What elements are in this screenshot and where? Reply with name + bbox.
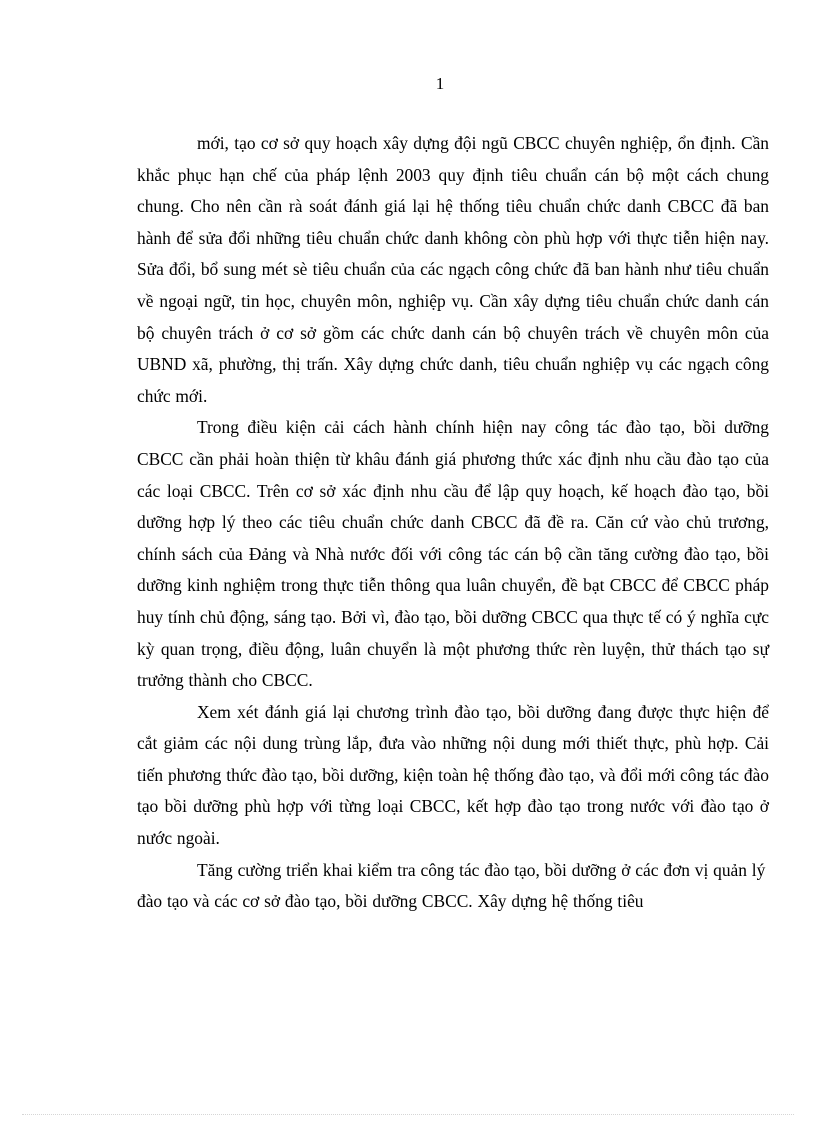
document-body: [137, 128, 769, 918]
paragraph-3: Xem xét đánh giá lại chương trình đào tạo, bồi dưỡng đang được thực hiện để cắt giảm các nội dung trùng lắp, đưa vào những nội dung mới thiết thực, phù hợp. Cải tiến phương thức đào tạo, bồi dưỡng, kiện toàn hệ thống đào tạo, và đổi mới công tác đào tạo bồi dưỡng phù hợp với từng loại CBCC, kết hợp đào tạo trong nước với đào tạo ở nước ngoài.: [137, 701, 769, 849]
page-number: 1: [435, 74, 445, 93]
paragraph-1: mới, tạo cơ sở quy hoạch xây dựng đội ngũ CBCC chuyên nghiệp, ổn định. Cần khắc phục hạn chế của pháp lệnh 2003 quy định tiêu chuẩn cán bộ một cách chung chung. Cho nên cần rà soát đánh giá lại hệ thống tiêu chuẩn chức danh CBCC đã ban hành để sửa đổi những tiêu chuẩn chức danh không còn phù hợp với thực tiễn hiện nay. Sửa đổi, bổ sung mét sè tiêu chuẩn của các ngạch công chức đã ban hành như tiêu chuẩn về ngoại ngữ, tin học, chuyên môn, nghiệp vụ. Cần xây dựng tiêu chuẩn chức danh cán bộ chuyên trách ở cơ sở gồm các chức danh cán bộ chuyên trách về chuyên môn của UBND xã, phường, thị trấn. Xây dựng chức danh, tiêu chuẩn nghiệp vụ các ngạch công chức mới.: [137, 133, 769, 406]
paragraph-4: Tăng cường triển khai kiểm tra công tác đào tạo, bồi dưỡng ở các đơn vị quản lý đào tạo và các cơ sở đào tạo, bồi dưỡng CBCC. Xây dựng hệ thống tiêu: [137, 859, 766, 912]
page-bottom-divider: [22, 1114, 794, 1115]
paragraph-2: Trong điều kiện cải cách hành chính hiện nay công tác đào tạo, bồi dưỡng CBCC cần phải hoàn thiện từ khâu đánh giá phương thức xác định nhu cầu đào tạo của các loại CBCC. Trên cơ sở xác định nhu cầu để lập quy hoạch, kế hoạch đào tạo, bồi dưỡng hợp lý theo các tiêu chuẩn chức danh CBCC đã đề ra. Căn cứ vào chủ trương, chính sách của Đảng và Nhà nước đối với công tác cán bộ cần tăng cường đào tạo, bồi dưỡng kinh nghiệm trong thực tiễn thông qua luân chuyển, đề bạt CBCC để CBCC pháp huy tính chủ động, sáng tạo. Bởi vì, đào tạo, bồi dưỡng CBCC qua thực tế có ý nghĩa cực kỳ quan trọng, điều động, luân chuyển là một phương thức rèn luyện, thử thách tạo sự trưởng thành cho CBCC.: [137, 417, 769, 691]
